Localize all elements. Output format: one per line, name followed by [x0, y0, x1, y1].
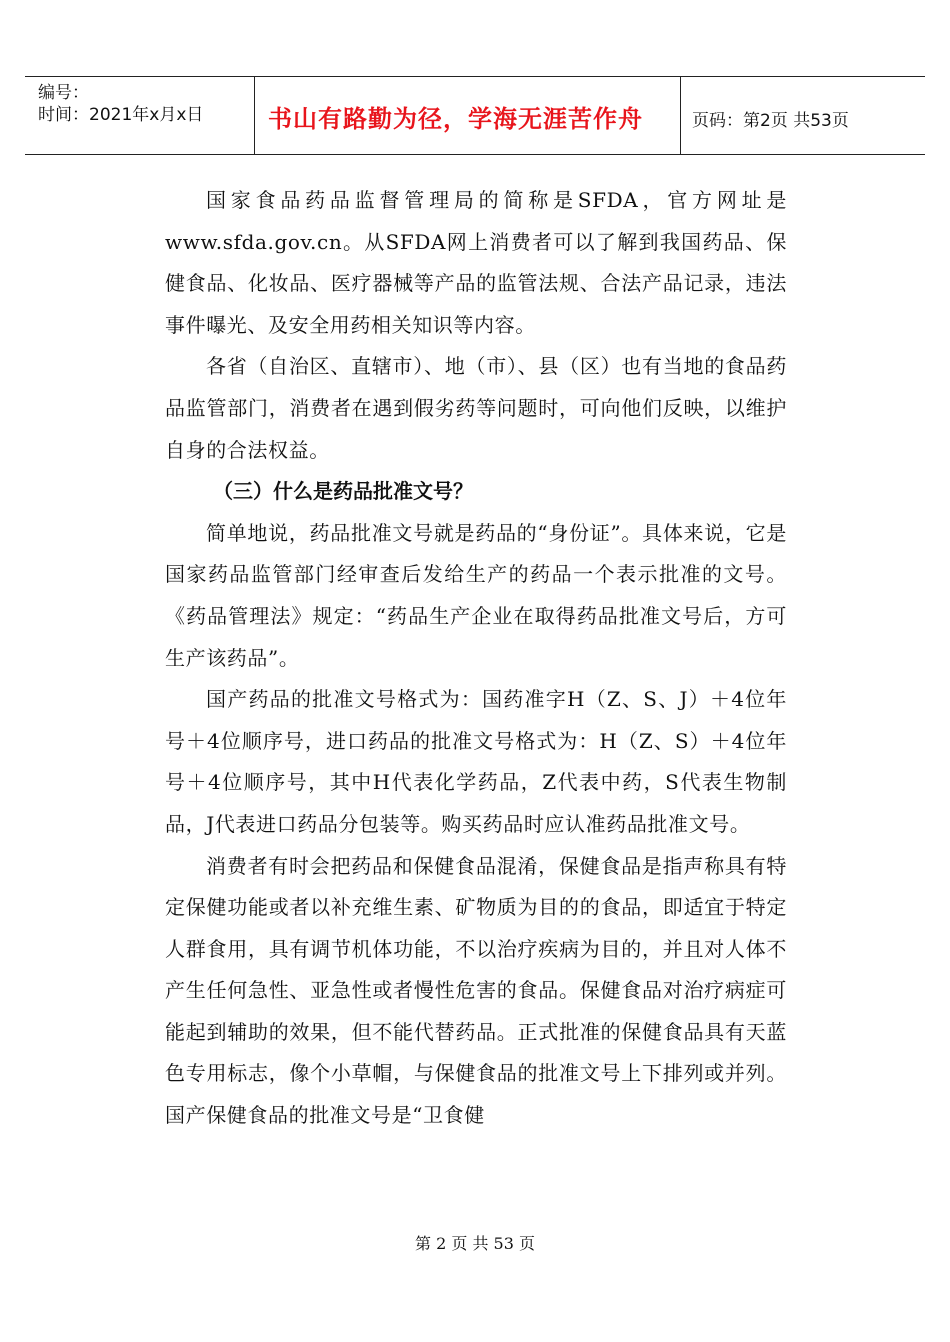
body-paragraph: 简单地说，药品批准文号就是药品的“身份证”。具体来说，它是国家药品监管部门经审查后发给生产的药品一个表示批准的文号。《药品管理法》规定：“药品生产企业在取得药品批准文号后，方可生产该药品”。 — [165, 520, 787, 670]
header-divider-right — [680, 76, 681, 155]
header-left-cell — [38, 82, 203, 126]
document-body — [165, 180, 787, 1137]
body-paragraph: 消费者有时会把药品和保健食品混淆，保健食品是指声称具有特定保健功能或者以补充维生素、矿物质为目的的食品，即适宜于特定人群食用，具有调节机体功能，不以治疗疾病为目的，并且对人体不产生任何急性、亚急性或者慢性危害的食品。保健食品对治疗病症可能起到辅助的效果，但不能代替药品。正式批准的保健食品具有天蓝色专用标志，像个小草帽，与保健食品的批准文号上下排列或并列。国产保健食品的批准文号是“卫食健 — [165, 853, 787, 1128]
header-motto: 书山有路勤为径，学海无涯苦作舟 — [268, 105, 643, 133]
header-page-info: 页码：第2页 共53页 — [692, 111, 849, 131]
body-paragraph: 国家食品药品监督管理局的简称是SFDA，官方网址是www.sfda.gov.cn。从SFDA网上消费者可以了解到我国药品、保健食品、化妆品、医疗器械等产品的监管法规、合法产品记录，违法事件曝光、及安全用药相关知识等内容。 — [165, 188, 787, 337]
body-paragraph: 国产药品的批准文号格式为：国药准字H（Z、S、J）＋4位年号＋4位顺序号，进口药品的批准文号格式为：H（Z、S）＋4位年号＋4位顺序号，其中H代表化学药品，Z代表中药，S代表生物制品，J代表进口药品分包装等。购买药品时应认准药品批准文号。 — [165, 687, 787, 836]
page-footer: 第 2 页 共 53 页 — [415, 1234, 535, 1253]
document-number-label: 编号： — [38, 83, 89, 103]
section-heading: （三）什么是药品批准文号？ — [213, 479, 473, 504]
document-date: 时间：2021年x月x日 — [38, 105, 204, 125]
header-border-bottom — [25, 154, 925, 155]
header-divider-left — [254, 76, 255, 155]
header-border-top — [25, 76, 925, 77]
body-paragraph: 各省（自治区、直辖市）、地（市）、县（区）也有当地的食品药品监管部门，消费者在遇到假劣药等问题时，可向他们反映，以维护自身的合法权益。 — [165, 354, 787, 462]
